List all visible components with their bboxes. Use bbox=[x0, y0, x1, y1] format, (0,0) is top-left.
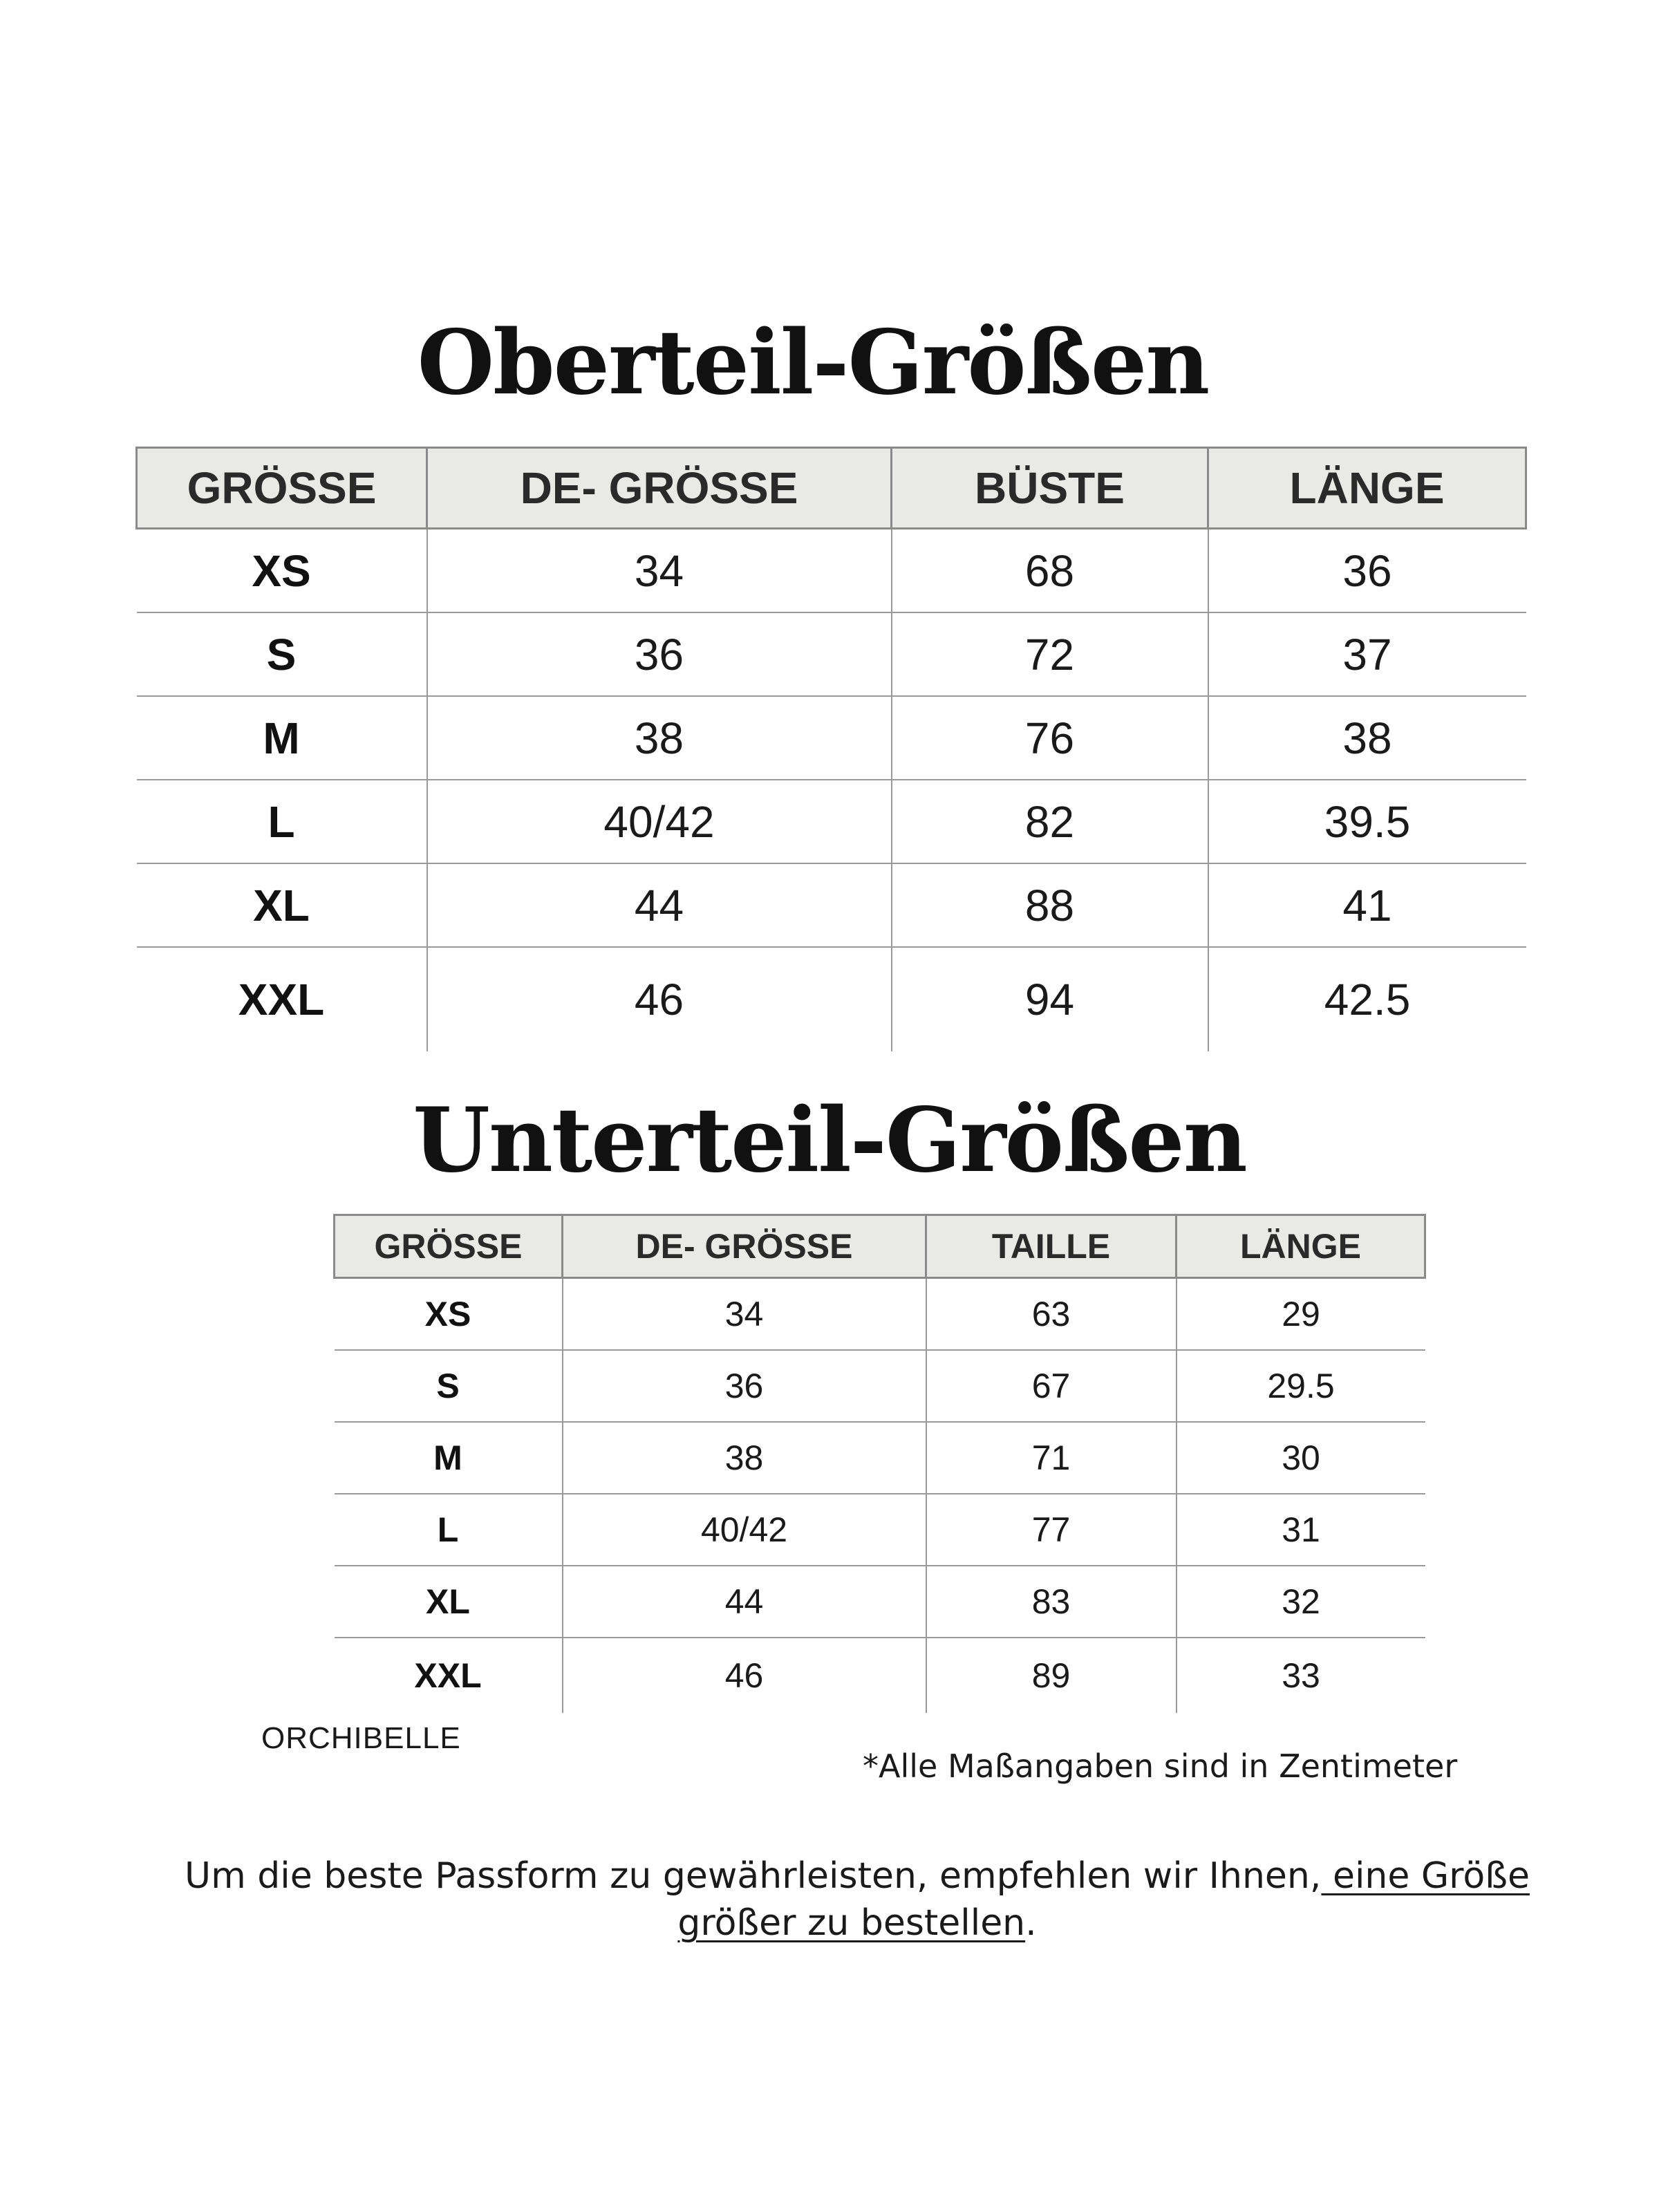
top-size-table bbox=[135, 447, 1527, 1051]
cell-de-size: 40/42 bbox=[427, 780, 892, 863]
cell-de-size: 34 bbox=[563, 1278, 926, 1351]
cell-bust: 94 bbox=[892, 947, 1208, 1051]
cell-size: S bbox=[137, 612, 427, 696]
cell-length: 39.5 bbox=[1208, 780, 1526, 863]
cell-size: M bbox=[335, 1422, 563, 1494]
cell-length: 37 bbox=[1208, 612, 1526, 696]
cell-waist: 89 bbox=[926, 1638, 1177, 1713]
cell-size: M bbox=[137, 696, 427, 780]
fit-advice-period: . bbox=[1025, 1902, 1037, 1944]
cell-size: XL bbox=[137, 863, 427, 947]
cell-length: 38 bbox=[1208, 696, 1526, 780]
header-de-size: DE- GRÖSSE bbox=[563, 1215, 926, 1278]
table-row bbox=[137, 529, 1526, 613]
table-row bbox=[137, 780, 1526, 863]
cell-bust: 88 bbox=[892, 863, 1208, 947]
cell-length: 29.5 bbox=[1177, 1350, 1425, 1422]
cell-de-size: 38 bbox=[563, 1422, 926, 1494]
measurement-note: *Alle Maßangaben sind in Zentimeter bbox=[863, 1747, 1458, 1785]
brand-name: ORCHIBELLE bbox=[261, 1721, 461, 1755]
table-row bbox=[137, 696, 1526, 780]
cell-waist: 71 bbox=[926, 1422, 1177, 1494]
bottom-size-title: Unterteil-Größen bbox=[413, 1089, 1246, 1192]
cell-size: XXL bbox=[238, 975, 325, 1024]
cell-length: 42.5 bbox=[1208, 947, 1526, 1051]
cell-bust: 82 bbox=[892, 780, 1208, 863]
cell-size: S bbox=[335, 1350, 563, 1422]
table-row bbox=[335, 1638, 1425, 1713]
table-row bbox=[335, 1494, 1425, 1566]
table-row bbox=[335, 1278, 1425, 1351]
table-row bbox=[137, 863, 1526, 947]
header-size: GRÖSSE bbox=[137, 448, 427, 529]
cell-bust: 72 bbox=[892, 612, 1208, 696]
cell-waist: 83 bbox=[926, 1566, 1177, 1638]
cell-length: 41 bbox=[1208, 863, 1526, 947]
table-row bbox=[137, 612, 1526, 696]
table-header-row bbox=[137, 448, 1526, 529]
cell-bust: 76 bbox=[892, 696, 1208, 780]
cell-de-size: 36 bbox=[563, 1350, 926, 1422]
cell-waist: 63 bbox=[926, 1278, 1177, 1351]
fit-advice-text: Um die beste Passform zu gewährleisten, empfehlen wir Ihnen, bbox=[185, 1855, 1322, 1897]
cell-length: 31 bbox=[1177, 1494, 1425, 1566]
cell-de-size: 34 bbox=[427, 529, 892, 613]
cell-length: 36 bbox=[1208, 529, 1526, 613]
table-row bbox=[335, 1350, 1425, 1422]
cell-length: 29 bbox=[1177, 1278, 1425, 1351]
top-size-title: Oberteil-Größen bbox=[417, 311, 1209, 415]
cell-de-size: 46 bbox=[563, 1638, 926, 1713]
fit-advice-emphasis: eine Größe größer zu bestellen bbox=[677, 1855, 1530, 1944]
fit-advice bbox=[124, 1853, 1590, 1947]
cell-size: L bbox=[137, 780, 427, 863]
cell-size: XL bbox=[335, 1566, 563, 1638]
cell-de-size: 40/42 bbox=[563, 1494, 926, 1566]
cell-length: 33 bbox=[1177, 1638, 1425, 1713]
cell-waist: 77 bbox=[926, 1494, 1177, 1566]
header-length: LÄNGE bbox=[1177, 1215, 1425, 1278]
cell-size: L bbox=[335, 1494, 563, 1566]
cell-length: 30 bbox=[1177, 1422, 1425, 1494]
header-bust: BÜSTE bbox=[892, 448, 1208, 529]
header-size: GRÖSSE bbox=[335, 1215, 563, 1278]
cell-size: XS bbox=[137, 529, 427, 613]
table-row bbox=[137, 947, 1526, 1051]
cell-de-size: 46 bbox=[427, 947, 892, 1051]
table-row bbox=[335, 1422, 1425, 1494]
header-length: LÄNGE bbox=[1208, 448, 1526, 529]
header-waist: TAILLE bbox=[926, 1215, 1177, 1278]
cell-de-size: 38 bbox=[427, 696, 892, 780]
table-row bbox=[335, 1566, 1425, 1638]
header-de-size: DE- GRÖSSE bbox=[427, 448, 892, 529]
bottom-size-table bbox=[333, 1214, 1426, 1713]
table-header-row bbox=[335, 1215, 1425, 1278]
cell-de-size: 44 bbox=[427, 863, 892, 947]
cell-length: 32 bbox=[1177, 1566, 1425, 1638]
cell-size: XS bbox=[335, 1278, 563, 1351]
cell-size: XXL bbox=[414, 1656, 482, 1695]
cell-de-size: 36 bbox=[427, 612, 892, 696]
cell-bust: 68 bbox=[892, 529, 1208, 613]
cell-waist: 67 bbox=[926, 1350, 1177, 1422]
cell-de-size: 44 bbox=[563, 1566, 926, 1638]
